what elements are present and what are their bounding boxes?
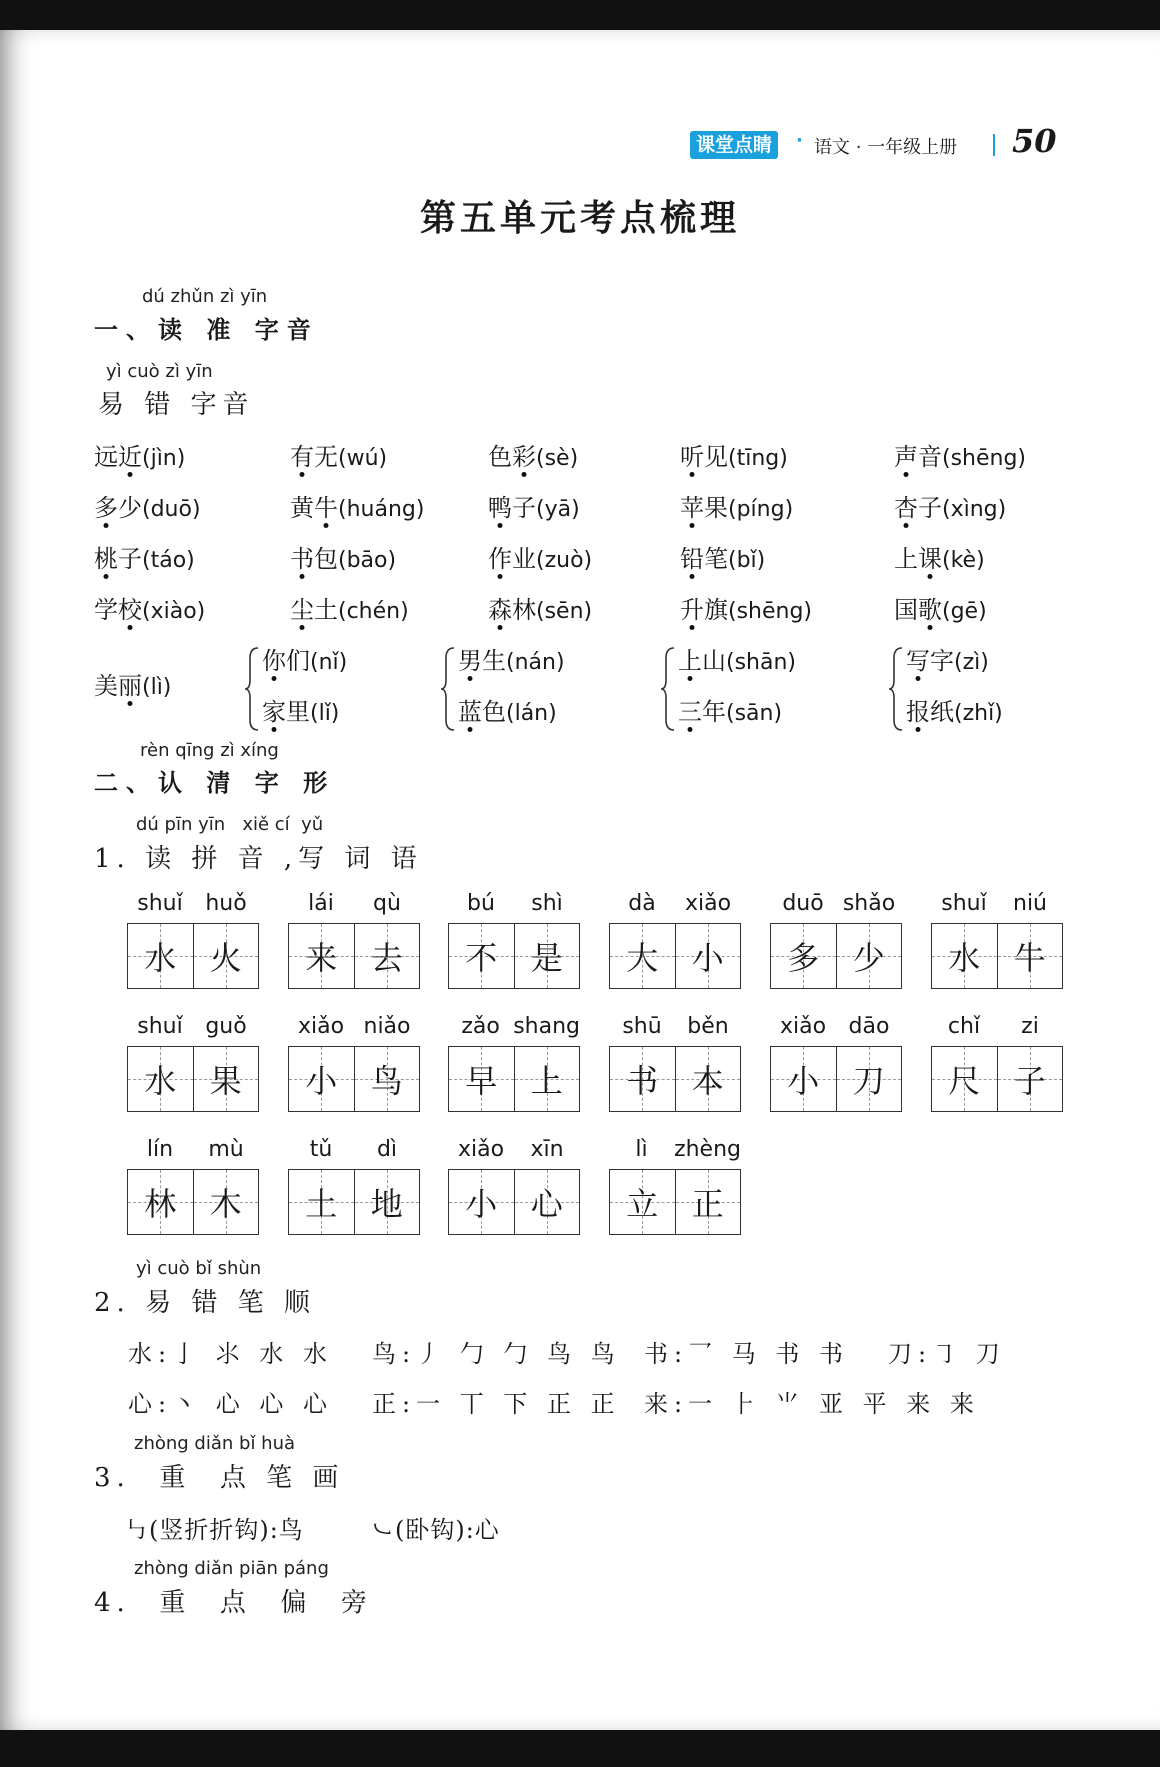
pinyin-syllable: chǐ bbox=[947, 1014, 981, 1039]
grid-character: 鸟 bbox=[370, 1062, 403, 1100]
grid-pinyin bbox=[288, 1014, 420, 1039]
grid-pinyin bbox=[127, 1137, 259, 1162]
pinyin-syllable: shuǐ bbox=[941, 891, 987, 916]
word-item bbox=[458, 641, 565, 676]
word-char: 少 bbox=[118, 494, 142, 522]
pinyin-syllable: huǒ bbox=[205, 891, 247, 916]
word-item bbox=[458, 692, 557, 727]
word-char: 子 bbox=[118, 545, 142, 573]
tianzige-cell bbox=[193, 1047, 259, 1111]
q2-heading: 2. 易 错 笔 顺 bbox=[94, 1288, 316, 1318]
grid-character: 上 bbox=[530, 1062, 563, 1100]
word-item bbox=[488, 437, 578, 472]
word-char: 远 bbox=[94, 443, 118, 471]
pinyin-syllable: zhèng bbox=[674, 1137, 741, 1162]
header-text: 语文 · 一年级上册 bbox=[814, 137, 958, 158]
stroke-order-item: 来:一 ⺊ ⺌ 亚 平 来 来 bbox=[644, 1390, 980, 1418]
word-pinyin: (shēng) bbox=[728, 599, 813, 624]
word-item bbox=[894, 590, 987, 625]
word-char: 多 bbox=[94, 494, 118, 522]
word-pinyin: (sān) bbox=[726, 701, 783, 726]
word-char: 学 bbox=[94, 596, 118, 624]
word-item bbox=[894, 488, 1006, 523]
word-char: 鸭 bbox=[488, 494, 512, 522]
grid-character: 多 bbox=[787, 939, 820, 977]
brace-symbol bbox=[888, 646, 904, 742]
stroke-order-item: 书:乛 马 书 书 bbox=[644, 1340, 849, 1368]
word-char: 尘 bbox=[290, 596, 314, 624]
word-item bbox=[906, 641, 989, 676]
pinyin-syllable: xīn bbox=[530, 1137, 564, 1162]
word-item bbox=[262, 692, 339, 727]
word-item bbox=[94, 590, 205, 625]
q3-pinyin: zhòng diǎn bǐ huà bbox=[134, 1433, 296, 1454]
word-char: 色 bbox=[482, 698, 506, 726]
word-char: 杏 bbox=[894, 494, 918, 522]
pinyin-syllable: shǎo bbox=[842, 891, 896, 916]
tianzige-cell bbox=[289, 1047, 354, 1111]
grid-pinyin bbox=[448, 891, 580, 916]
tianzige-cell bbox=[771, 1047, 836, 1111]
tianzige-box bbox=[448, 1046, 580, 1112]
word-item bbox=[894, 539, 985, 574]
q3-heading: 3. 重 点 笔 画 bbox=[94, 1463, 345, 1493]
grid-character: 土 bbox=[305, 1185, 338, 1223]
word-item bbox=[680, 590, 812, 625]
tianzige-cell bbox=[449, 1047, 514, 1111]
word-char: 年 bbox=[702, 698, 726, 726]
grid-character: 来 bbox=[305, 939, 338, 977]
pinyin-syllable: shuǐ bbox=[137, 1014, 183, 1039]
word-pinyin: (xìng) bbox=[942, 497, 1007, 522]
key-stroke-1: ㇉(竖折折钩):鸟 bbox=[124, 1516, 304, 1544]
section1-heading: 一、读 准 字音 bbox=[94, 316, 319, 344]
key-stroke-2: ㇃(卧钩):心 bbox=[370, 1516, 500, 1544]
word-pinyin: (táo) bbox=[142, 548, 195, 573]
grid-character: 小 bbox=[305, 1062, 338, 1100]
brace-symbol bbox=[660, 646, 676, 742]
q4-heading: 4. 重 点 偏 旁 bbox=[94, 1588, 373, 1618]
word-item bbox=[290, 590, 409, 625]
word-pinyin: (tīng) bbox=[728, 446, 788, 471]
header-badge: 课堂点睛 bbox=[690, 131, 778, 159]
word-pinyin: (nán) bbox=[506, 650, 565, 675]
word-item bbox=[94, 539, 195, 574]
word-item bbox=[680, 488, 793, 523]
brace-symbol bbox=[244, 646, 260, 742]
grid-character: 水 bbox=[144, 939, 177, 977]
word-char: 作 bbox=[488, 545, 512, 573]
grid-pinyin bbox=[288, 891, 420, 916]
grid-character: 尺 bbox=[948, 1062, 981, 1100]
word-char: 森 bbox=[488, 596, 512, 624]
word-char: 见 bbox=[704, 443, 728, 471]
word-pinyin: (sè) bbox=[536, 446, 579, 471]
grid-character: 立 bbox=[626, 1185, 659, 1223]
tianzige-cell bbox=[128, 1047, 193, 1111]
grid-pinyin bbox=[127, 891, 259, 916]
word-char: 音 bbox=[918, 443, 942, 471]
pinyin-syllable: niǎo bbox=[363, 1014, 411, 1039]
word-item bbox=[94, 437, 185, 472]
pinyin-syllable: qù bbox=[373, 891, 401, 916]
word-char: 笔 bbox=[704, 545, 728, 573]
pinyin-syllable: mù bbox=[208, 1137, 244, 1162]
grid-character: 正 bbox=[691, 1185, 724, 1223]
subsection1-heading: 易 错 字音 bbox=[98, 390, 255, 420]
grid-character: 刀 bbox=[852, 1062, 885, 1100]
grid-character: 小 bbox=[787, 1062, 820, 1100]
subsection1-pinyin: yì cuò zì yīn bbox=[106, 361, 213, 382]
tianzige-cell bbox=[193, 1170, 259, 1234]
tianzige-cell bbox=[128, 924, 193, 988]
word-char: 牛 bbox=[314, 494, 338, 522]
pinyin-syllable: lín bbox=[146, 1137, 174, 1162]
word-char: 旗 bbox=[704, 596, 728, 624]
pinyin-syllable: zǎo bbox=[461, 1014, 500, 1039]
grid-character: 早 bbox=[465, 1062, 498, 1100]
tianzige-cell bbox=[449, 1170, 514, 1234]
stroke-order-item: 鸟:丿 勹 勹 鸟 鸟 bbox=[372, 1340, 621, 1368]
pinyin-syllable: niú bbox=[1013, 891, 1047, 916]
pinyin-syllable: bú bbox=[467, 891, 495, 916]
word-char: 你 bbox=[262, 647, 286, 675]
word-item bbox=[290, 437, 387, 472]
word-char: 听 bbox=[680, 443, 704, 471]
grid-character: 书 bbox=[626, 1062, 659, 1100]
grid-character: 大 bbox=[626, 939, 659, 977]
grid-character: 本 bbox=[691, 1062, 724, 1100]
word-char: 黄 bbox=[290, 494, 314, 522]
word-char: 写 bbox=[906, 647, 930, 675]
word-char: 彩 bbox=[512, 443, 536, 471]
tianzige-cell bbox=[771, 924, 836, 988]
tianzige-box bbox=[609, 923, 741, 989]
grid-character: 去 bbox=[370, 939, 403, 977]
tianzige-box bbox=[770, 1046, 902, 1112]
stroke-order-item: 正:一 丅 下 正 正 bbox=[372, 1390, 621, 1418]
brace-symbol bbox=[440, 646, 456, 742]
word-pinyin: (zuò) bbox=[536, 548, 593, 573]
pinyin-syllable: xiǎo bbox=[779, 1014, 827, 1039]
tianzige-box bbox=[288, 1169, 420, 1235]
word-item bbox=[488, 539, 592, 574]
pinyin-syllable: zi bbox=[1021, 1014, 1039, 1039]
word-item bbox=[262, 641, 347, 676]
tianzige-box bbox=[288, 1046, 420, 1112]
word-item bbox=[906, 692, 1003, 727]
grid-character: 牛 bbox=[1013, 939, 1046, 977]
word-char: 校 bbox=[118, 596, 142, 624]
grid-pinyin bbox=[127, 1014, 259, 1039]
tianzige-cell bbox=[354, 1047, 420, 1111]
page-number: 50 bbox=[1012, 122, 1057, 160]
tianzige-cell bbox=[997, 1047, 1063, 1111]
q2-pinyin: yì cuò bǐ shùn bbox=[136, 1258, 262, 1279]
tianzige-box bbox=[448, 1169, 580, 1235]
word-item bbox=[678, 641, 796, 676]
word-char: 歌 bbox=[918, 596, 942, 624]
tianzige-box bbox=[127, 923, 259, 989]
grid-pinyin bbox=[770, 1014, 902, 1039]
tianzige-box bbox=[127, 1046, 259, 1112]
tianzige-cell bbox=[193, 924, 259, 988]
grid-pinyin bbox=[448, 1014, 580, 1039]
pinyin-syllable: shang bbox=[513, 1014, 580, 1039]
grid-character: 心 bbox=[530, 1185, 563, 1223]
grid-pinyin bbox=[448, 1137, 580, 1162]
pinyin-syllable: tǔ bbox=[309, 1137, 333, 1162]
word-pinyin: (píng) bbox=[728, 497, 794, 522]
tianzige-cell bbox=[514, 1047, 580, 1111]
pinyin-syllable: shì bbox=[531, 891, 563, 916]
pinyin-syllable: shuǐ bbox=[137, 891, 183, 916]
pinyin-syllable: xiǎo bbox=[297, 1014, 345, 1039]
word-pinyin: (yā) bbox=[536, 497, 580, 522]
grid-character: 不 bbox=[465, 939, 498, 977]
word-char: 声 bbox=[894, 443, 918, 471]
word-char: 无 bbox=[314, 443, 338, 471]
word-char: 升 bbox=[680, 596, 704, 624]
grid-character: 果 bbox=[209, 1062, 242, 1100]
word-char: 们 bbox=[286, 647, 310, 675]
grid-character: 火 bbox=[209, 939, 242, 977]
word-char: 报 bbox=[906, 698, 930, 726]
word-char: 家 bbox=[262, 698, 286, 726]
pinyin-syllable: xiǎo bbox=[684, 891, 732, 916]
q4-pinyin: zhòng diǎn piān páng bbox=[134, 1558, 329, 1579]
tianzige-cell bbox=[932, 1047, 997, 1111]
grid-character: 是 bbox=[530, 939, 563, 977]
word-char: 苹 bbox=[680, 494, 704, 522]
word-char: 三 bbox=[678, 698, 702, 726]
section1-pinyin: dú zhǔn zì yīn bbox=[142, 286, 268, 307]
word-item bbox=[488, 488, 580, 523]
tianzige-cell bbox=[514, 1170, 580, 1234]
tianzige-box bbox=[770, 923, 902, 989]
tianzige-cell bbox=[354, 924, 420, 988]
grid-character: 少 bbox=[852, 939, 885, 977]
tianzige-cell bbox=[610, 924, 675, 988]
q1-pinyin: dú pīn yīn xiě cí yǔ bbox=[136, 814, 324, 835]
grid-pinyin bbox=[770, 891, 902, 916]
tianzige-cell bbox=[675, 1047, 741, 1111]
q1-heading: 1. 读 拼 音 ,写 词 语 bbox=[94, 844, 423, 874]
grid-character: 林 bbox=[144, 1185, 177, 1223]
word-char: 山 bbox=[702, 647, 726, 675]
tianzige-cell bbox=[836, 924, 902, 988]
tianzige-cell bbox=[449, 924, 514, 988]
word-char: 蓝 bbox=[458, 698, 482, 726]
word-char: 上 bbox=[894, 545, 918, 573]
word-char: 包 bbox=[314, 545, 338, 573]
word-item bbox=[290, 488, 424, 523]
word-char: 子 bbox=[918, 494, 942, 522]
word-pinyin: (duō) bbox=[142, 497, 201, 522]
word-char: 上 bbox=[678, 647, 702, 675]
word-char: 国 bbox=[894, 596, 918, 624]
pinyin-syllable: dì bbox=[376, 1137, 398, 1162]
word-item bbox=[94, 488, 201, 523]
word-char: 色 bbox=[488, 443, 512, 471]
tianzige-cell bbox=[932, 924, 997, 988]
word-char: 美 bbox=[94, 672, 118, 700]
tianzige-cell bbox=[354, 1170, 420, 1234]
tianzige-cell bbox=[289, 1170, 354, 1234]
word-char: 纸 bbox=[930, 698, 954, 726]
word-item bbox=[680, 437, 788, 472]
tianzige-box bbox=[448, 923, 580, 989]
word-char: 书 bbox=[290, 545, 314, 573]
pinyin-syllable: lì bbox=[635, 1137, 648, 1162]
word-pinyin: (sēn) bbox=[536, 599, 593, 624]
stroke-order-item: 刀:㇆ 刀 bbox=[888, 1340, 1006, 1368]
grid-character: 小 bbox=[691, 939, 724, 977]
word-char: 里 bbox=[286, 698, 310, 726]
grid-pinyin bbox=[931, 1014, 1063, 1039]
pinyin-syllable: xiǎo bbox=[457, 1137, 505, 1162]
grid-pinyin bbox=[931, 891, 1063, 916]
word-pinyin: (lì) bbox=[142, 675, 172, 700]
word-pinyin: (lán) bbox=[506, 701, 557, 726]
tianzige-box bbox=[931, 1046, 1063, 1112]
tianzige-cell bbox=[610, 1047, 675, 1111]
word-pinyin: (huáng) bbox=[338, 497, 425, 522]
pinyin-syllable: běn bbox=[687, 1014, 729, 1039]
stroke-order-item: 水:亅 ⺢ 水 水 bbox=[128, 1340, 333, 1368]
word-item bbox=[290, 539, 396, 574]
word-pinyin: (chén) bbox=[338, 599, 409, 624]
tianzige-cell bbox=[289, 924, 354, 988]
grid-pinyin bbox=[609, 891, 741, 916]
tianzige-box bbox=[127, 1169, 259, 1235]
grid-pinyin bbox=[609, 1137, 741, 1162]
tianzige-box bbox=[609, 1169, 741, 1235]
word-char: 课 bbox=[918, 545, 942, 573]
word-char: 林 bbox=[512, 596, 536, 624]
word-pinyin: (jìn) bbox=[142, 446, 186, 471]
word-pinyin: (bāo) bbox=[338, 548, 397, 573]
word-pinyin: (kè) bbox=[942, 548, 985, 573]
word-char: 桃 bbox=[94, 545, 118, 573]
word-char: 铅 bbox=[680, 545, 704, 573]
grid-character: 水 bbox=[144, 1062, 177, 1100]
section2-heading: 二、认 清 字 形 bbox=[94, 769, 336, 797]
word-item bbox=[488, 590, 592, 625]
word-pinyin: (wú) bbox=[338, 446, 388, 471]
tianzige-cell bbox=[514, 924, 580, 988]
grid-pinyin bbox=[609, 1014, 741, 1039]
word-char: 有 bbox=[290, 443, 314, 471]
stroke-order-item: 心:丶 心 心 心 bbox=[128, 1390, 333, 1418]
page-title: 第五单元考点梳理 bbox=[419, 198, 740, 239]
section2-pinyin: rèn qīng zì xíng bbox=[140, 740, 279, 761]
tianzige-cell bbox=[997, 924, 1063, 988]
tianzige-cell bbox=[675, 924, 741, 988]
tianzige-cell bbox=[836, 1047, 902, 1111]
tianzige-cell bbox=[128, 1170, 193, 1234]
tianzige-box bbox=[288, 923, 420, 989]
pinyin-syllable: dà bbox=[628, 891, 656, 916]
tianzige-box bbox=[609, 1046, 741, 1112]
pinyin-syllable: shū bbox=[622, 1014, 662, 1039]
word-char: 土 bbox=[314, 596, 338, 624]
word-char: 男 bbox=[458, 647, 482, 675]
word-pinyin: (zì) bbox=[954, 650, 989, 675]
tianzige-cell bbox=[675, 1170, 741, 1234]
word-pinyin: (gē) bbox=[942, 599, 987, 624]
pinyin-syllable: guǒ bbox=[205, 1014, 247, 1039]
grid-character: 水 bbox=[948, 939, 981, 977]
grid-character: 小 bbox=[465, 1185, 498, 1223]
word-item bbox=[678, 692, 782, 727]
pinyin-syllable: duō bbox=[782, 891, 824, 916]
pinyin-syllable: dāo bbox=[848, 1014, 890, 1039]
grid-pinyin bbox=[288, 1137, 420, 1162]
word-pinyin: (lǐ) bbox=[310, 701, 340, 726]
word-char: 近 bbox=[118, 443, 142, 471]
tianzige-cell bbox=[610, 1170, 675, 1234]
grid-character: 地 bbox=[370, 1185, 403, 1223]
word-char: 丽 bbox=[118, 672, 142, 700]
word-char: 生 bbox=[482, 647, 506, 675]
word-pinyin: (shēng) bbox=[942, 446, 1027, 471]
grid-character: 子 bbox=[1013, 1062, 1046, 1100]
word-char: 果 bbox=[704, 494, 728, 522]
word-pinyin: (zhǐ) bbox=[954, 701, 1003, 726]
word-char: 业 bbox=[512, 545, 536, 573]
tianzige-box bbox=[931, 923, 1063, 989]
word-pinyin: (nǐ) bbox=[310, 650, 348, 675]
word-pinyin: (xiào) bbox=[142, 599, 206, 624]
header-dot: · bbox=[796, 130, 803, 151]
word-char: 字 bbox=[930, 647, 954, 675]
word-pinyin: (shān) bbox=[726, 650, 796, 675]
word-pinyin: (bǐ) bbox=[728, 548, 766, 573]
pinyin-syllable: lái bbox=[308, 891, 334, 916]
word-item bbox=[94, 666, 171, 701]
header-separator bbox=[993, 134, 995, 156]
word-item bbox=[894, 437, 1026, 472]
word-char: 子 bbox=[512, 494, 536, 522]
word-item bbox=[680, 539, 765, 574]
grid-character: 木 bbox=[209, 1185, 242, 1223]
